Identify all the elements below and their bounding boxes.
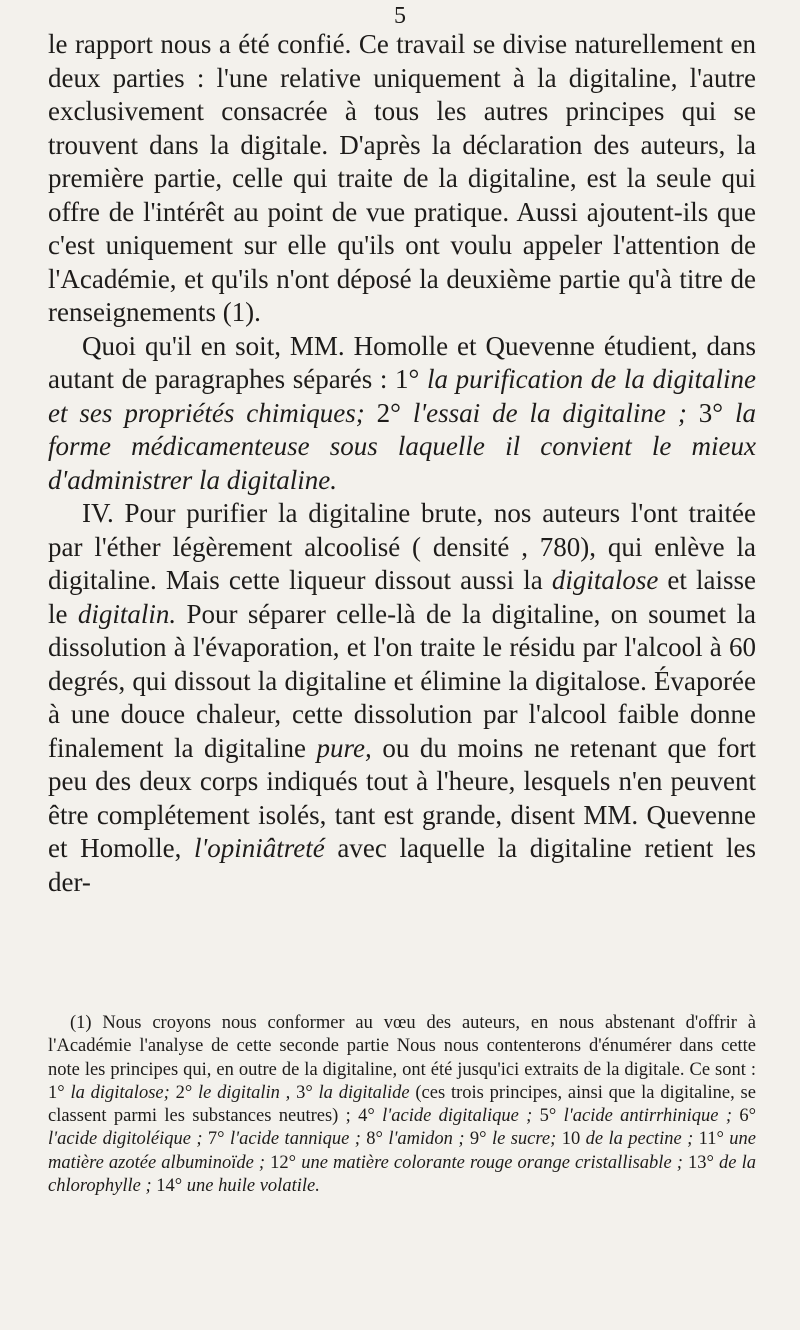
text-run: 5°	[532, 1106, 564, 1127]
text-run: Pour séparer celle-là de la digitaline, on soumet la dissolution à l'évaporation, et l'on traite le résidu par l'alcool à 60 degrés, qui dissout la digitaline et élimine la digitalose. Évaporée à une douce chaleur, cette dissolution par l'alcool faible donne finalement la digitaline	[48, 598, 756, 763]
italic-run: le digitalin ,	[198, 1082, 291, 1103]
footnote-1	[48, 1012, 756, 1198]
italic-run: la digitalide	[318, 1082, 410, 1103]
italic-run: pure,	[316, 732, 372, 763]
italic-run: l'essai de la digitaline ;	[412, 397, 687, 428]
italic-run: la digitalose;	[70, 1082, 170, 1103]
footnotes	[48, 1012, 756, 1198]
text-run: 8°	[360, 1129, 389, 1150]
paragraph-3	[48, 497, 756, 899]
text-run: 11°	[693, 1129, 730, 1150]
italic-run: l'acide digitalique ;	[382, 1106, 533, 1127]
text-run: avec laquelle la digitaline retient les der-	[48, 833, 756, 897]
text-run: 2°	[364, 397, 413, 428]
text-run: (ces trois principes, ainsi que la digitaline, se classent parmi les substances neutres) ; 4°	[48, 1082, 756, 1127]
italic-run: l'opiniâtreté	[194, 833, 325, 863]
text-run: 7°	[202, 1129, 230, 1150]
text-run: 3°	[686, 397, 735, 428]
text-run: 12°	[265, 1152, 302, 1173]
text-run: 10	[556, 1129, 586, 1150]
italic-run: de la chlorophylle ;	[48, 1152, 757, 1197]
italic-run: la forme médicamenteuse sous laquelle il convient le mieux d'administrer la digitaline.	[48, 397, 756, 495]
text-run: IV. Pour purifier la digitaline brute, nos auteurs l'ont traitée par l'éther légèrement alcoolisé ( densité , 780), qui enlève la digitaline. Mais cette liqueur dissout aussi la	[48, 498, 756, 595]
italic-run: l'acide antirrhinique ;	[563, 1106, 733, 1127]
italic-run: l'acide digitoléique ;	[48, 1129, 203, 1150]
italic-run: le sucre;	[491, 1129, 557, 1150]
italic-run: digitalose	[551, 565, 659, 595]
text-run: 9°	[464, 1129, 492, 1150]
italic-run: une huile volatile.	[186, 1176, 320, 1197]
italic-run: la purification de la digitaline et ses propriétés chimiques;	[48, 364, 756, 428]
italic-run: une matière azotée albuminoïde ;	[48, 1129, 756, 1173]
italic-run: l'amidon ;	[388, 1129, 465, 1150]
page-number: 5	[394, 3, 406, 29]
italic-run: une matière colorante rouge orange cristallisable ;	[301, 1152, 683, 1173]
text-run: Quoi qu'il en soit, MM. Homolle et Quevenne étudient, dans autant de paragraphes séparés : 1°	[48, 330, 756, 394]
paragraph-2	[48, 330, 756, 498]
text-run: et laisse le	[48, 565, 756, 629]
text-run: ou du moins ne retenant que fort peu des deux corps indiqués tout à l'heure, lesquels n'en peuvent être complétement isolés, tant est grande, disent MM. Quevenne et Homolle,	[48, 732, 756, 863]
text-run: (1) Nous croyons nous conformer au vœu des auteurs, en nous abstenant d'offrir à l'Académie l'analyse de cette seconde partie Nous nous contenterons d'énumérer dans cette note les principes qui, en outre de la digitaline, ont été jusqu'ici extraits de la digitale. Ce sont : 1°	[48, 1013, 756, 1103]
italic-run: de la pectine ;	[585, 1129, 694, 1150]
paragraph-1	[48, 28, 756, 330]
text-run: 3°	[290, 1082, 319, 1103]
text-run: le rapport nous a été confié. Ce travail se divise naturellement en deux parties : l'une relative uniquement à la digitaline, l'autre exclusivement consacrée à tous les autres principes qui se trouvent dans la digitale. D'après la déclaration des auteurs, la première partie, celle qui traite de la digitaline, est la seule qui offre de l'intérêt au point de vue pratique. Aussi ajoutent-ils que c'est uniquement sur elle qu'ils ont voulu appeler l'attention de l'Académie, et qu'ils n'ont déposé la deuxième partie qu'à titre de renseignements (1).	[48, 29, 756, 327]
text-run: 2°	[169, 1082, 199, 1103]
text-run: 13°	[682, 1152, 720, 1173]
main-text	[48, 28, 756, 899]
italic-run: l'acide tannique ;	[229, 1129, 361, 1150]
italic-run: digitalin.	[77, 598, 177, 629]
text-run: 6°	[732, 1106, 757, 1127]
text-run: 14°	[151, 1176, 187, 1197]
